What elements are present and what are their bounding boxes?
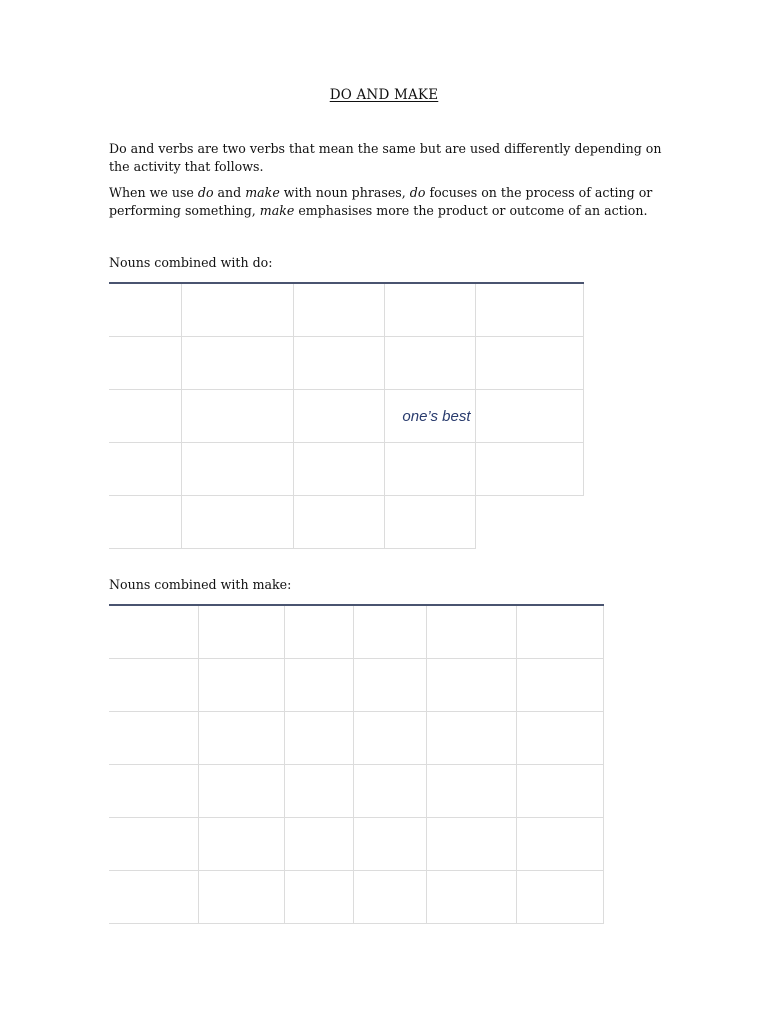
usage-text-4: focuses on the process of acting or performing something, [109, 185, 653, 218]
make-table-cell [284, 605, 353, 659]
do-table-cell [109, 443, 181, 496]
make-table-cell [426, 765, 516, 818]
usage-make-term-2: make [259, 202, 295, 218]
usage-text-5: emphasises more the product or outcome of an action. [294, 202, 648, 218]
make-table-cell [109, 659, 198, 712]
do-table-row [109, 337, 583, 390]
usage-do-term-1: do [197, 185, 214, 200]
make-table-cell [516, 765, 603, 818]
make-table-row [109, 765, 603, 818]
make-table-row [109, 659, 603, 712]
make-table-cell [516, 659, 603, 712]
usage-text-2: and [213, 185, 246, 200]
make-table-cell [353, 765, 426, 818]
make-table-cell [198, 712, 284, 765]
make-table-cell [426, 712, 516, 765]
do-table-cell [293, 443, 384, 496]
do-table-cell [293, 496, 384, 549]
usage-text-1: When we use [109, 185, 198, 200]
make-table-cell [284, 712, 353, 765]
make-table-row [109, 818, 603, 871]
do-table-cell [475, 337, 583, 390]
do-table-cell [293, 390, 384, 443]
make-table-cell [353, 605, 426, 659]
do-table-cell [109, 390, 181, 443]
make-table-row [109, 871, 603, 924]
do-table-cell [181, 283, 293, 337]
make-table-cell [284, 871, 353, 924]
make-table-cell [516, 605, 603, 659]
page-title: DO AND MAKE [329, 87, 439, 103]
make-table-cell [198, 765, 284, 818]
do-table-row [109, 283, 583, 337]
make-table-cell [109, 712, 198, 765]
make-table-cell [516, 871, 603, 924]
make-nouns-table [109, 604, 604, 924]
do-section-caption: Nouns combined with do: [109, 255, 273, 270]
usage-do-term-2: do [409, 185, 426, 200]
do-table-cell: one’s best [384, 390, 475, 443]
make-table-cell [516, 818, 603, 871]
do-table-cell [293, 283, 384, 337]
make-table-cell [426, 605, 516, 659]
do-table-row [109, 390, 583, 443]
make-table-cell [353, 818, 426, 871]
make-table-cell [426, 818, 516, 871]
do-table-cell [109, 496, 181, 549]
make-table-cell [353, 712, 426, 765]
intro-paragraph: Do and verbs are two verbs that mean the same but are used differently depending on the activity that follows. [109, 141, 662, 174]
make-table-cell [109, 871, 198, 924]
do-table-cell [109, 283, 181, 337]
make-table-cell [353, 871, 426, 924]
make-table-row [109, 712, 603, 765]
make-table-row [109, 605, 603, 659]
do-table-cell [384, 337, 475, 390]
do-table-cell [384, 496, 475, 549]
do-table-cell [181, 443, 293, 496]
do-table-row [109, 496, 583, 549]
make-table-cell [198, 818, 284, 871]
do-table-row [109, 443, 583, 496]
do-table-cell [109, 337, 181, 390]
do-table-cell [475, 283, 583, 337]
make-section-caption: Nouns combined with make: [109, 577, 292, 592]
make-table-cell [198, 605, 284, 659]
make-table-cell [284, 818, 353, 871]
make-table-cell [284, 765, 353, 818]
usage-text-3: with noun phrases, [279, 185, 410, 200]
do-table-cell [384, 443, 475, 496]
make-table-cell [109, 765, 198, 818]
do-table-cell [475, 443, 583, 496]
do-nouns-table [109, 282, 584, 549]
usage-paragraph [109, 184, 669, 219]
do-table-cell [181, 390, 293, 443]
do-table-cell [384, 283, 475, 337]
usage-make-term-1: make [245, 185, 280, 200]
make-table-cell [198, 659, 284, 712]
do-table-cell [181, 337, 293, 390]
do-table-cell [181, 496, 293, 549]
make-table-cell [109, 818, 198, 871]
make-table-cell [426, 659, 516, 712]
make-table-cell [198, 871, 284, 924]
do-table-empty-area [475, 496, 583, 549]
do-table-cell [475, 390, 583, 443]
make-table-cell [353, 659, 426, 712]
make-table-cell [109, 605, 198, 659]
do-table-cell [293, 337, 384, 390]
make-table-cell [426, 871, 516, 924]
make-table-cell [284, 659, 353, 712]
make-table-cell [516, 712, 603, 765]
